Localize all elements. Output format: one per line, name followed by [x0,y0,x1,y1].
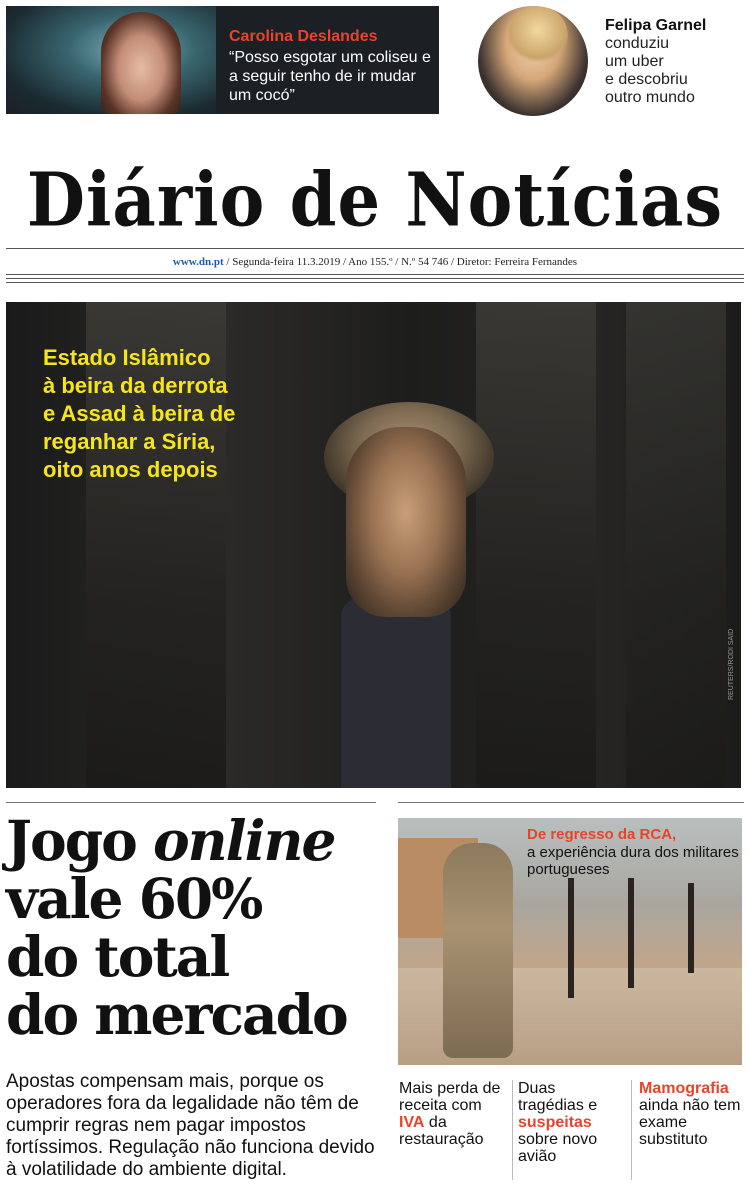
promo-teaser-line: conduziu [605,35,670,52]
promo-teaser-line: e descobriu [605,71,688,88]
masthead-rule-bottom-3 [6,282,744,283]
masthead-logo[interactable]: Diário de Notícias [26,156,724,243]
rca-burnt-post [628,878,634,988]
promo-teaser-line: um uber [605,53,664,70]
hero-drape [626,302,726,788]
masthead-rule-bottom-2 [6,278,744,279]
rca-kicker[interactable]: De regresso da RCA, [527,826,677,843]
mini-story-mamografia[interactable] [639,1080,743,1148]
mini-story-highlight: Mamografia [639,1080,729,1097]
mini-story-aviao[interactable] [518,1080,622,1165]
promo-photo-portrait [101,12,181,114]
mini-divider [631,1080,632,1180]
hero-headline-line: à beira da derrota [43,373,228,398]
main-subtext: Apostas compensam mais, porque os operadores fora da legalidade não têm de cumprir regras nem pagar impostos fortíssimos. Regulação não funciona devido à volatilidade do ambiente digital. [6,1071,375,1180]
hero-headline-line: oito anos depois [43,457,218,482]
promo-teaser [605,35,745,107]
main-headline-line: do total [6,924,229,989]
masthead-rule-bottom-1 [6,274,744,275]
hero-child-sweater [341,597,451,788]
hero-headline-line: Estado Islâmico [43,345,211,370]
masthead-rule-top [6,248,744,249]
rca-burnt-post [688,883,694,973]
promo-name: Carolina Deslandes [229,28,378,45]
promo-quote: “Posso esgotar um coliseu e a seguir tenho de ir mudar um cocó” [229,49,431,104]
section-rule-right [398,802,744,803]
mini-story-highlight: suspeitas [518,1114,592,1131]
mini-story-highlight: IVA [399,1114,425,1131]
promo-felipa-hair [508,6,568,66]
rca-teaser: a experiência dura dos militares portugueses [527,844,739,878]
hero-child-face [346,427,466,617]
promo-name: Felipa Garnel [605,17,707,34]
rca-burnt-post [568,878,574,998]
rca-soldier [443,843,513,1058]
main-headline-line: do mercado [6,982,347,1047]
mini-story-text: sobre novo avião [518,1131,598,1165]
main-headline-part: Jogo [6,808,153,873]
main-headline[interactable] [6,808,386,1047]
mini-story-text: Duas tragédias e [518,1080,598,1114]
mini-story-iva[interactable] [399,1080,503,1148]
photo-credit: REUTERS/RODI SAID [728,628,735,700]
promo-carolina-deslandes[interactable] [6,6,439,114]
main-headline-line: vale 60% [6,866,262,931]
site-link[interactable]: www.dn.pt [172,256,224,268]
promo-teaser-line: outro mundo [605,89,695,106]
mini-story-text: da restauração [399,1114,484,1148]
mini-story-text: ainda não tem exame substituto [639,1097,741,1148]
hero-headline-line: e Assad à beira de [43,401,236,426]
section-rule-left [6,802,376,803]
mini-divider [512,1080,513,1180]
promo-felipa-photo[interactable] [478,6,588,116]
dateline-text: / Segunda-feira 11.3.2019 / Ano 155.º / N.º 54 746 / Diretor: Ferreira Fernandes [223,256,578,268]
hero-drape [476,302,596,788]
mini-story-text: Mais perda de receita com [399,1080,501,1114]
hero-headline[interactable] [43,344,303,484]
hero-headline-line: reganhar a Síria, [43,429,216,454]
main-headline-italic: online [153,808,335,873]
dateline [0,256,750,268]
